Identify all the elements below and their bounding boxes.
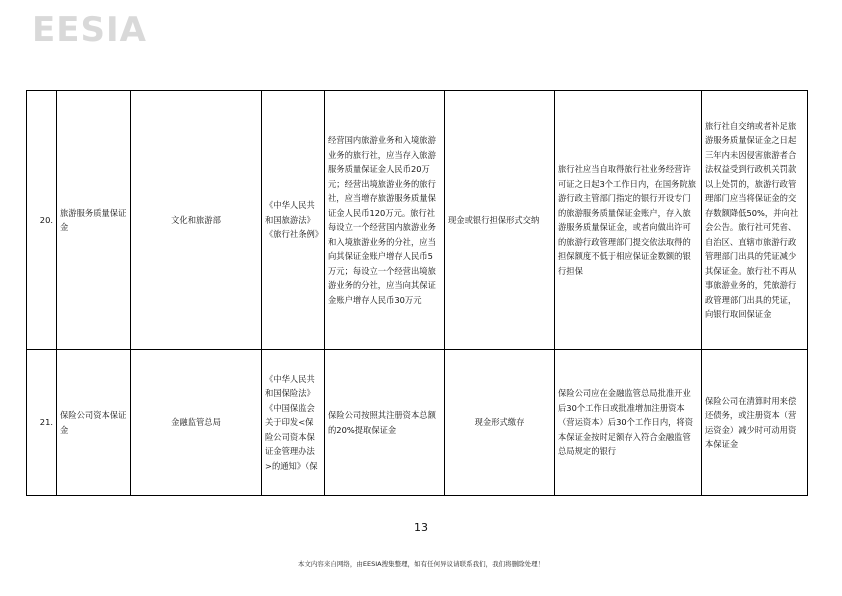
legal-basis: 《中华人民共和国保险法》《中国保监会关于印发<保险公司资本保证金管理办法>的通知》（保 [262,350,325,496]
deposit-standard: 保险公司按照其注册资本总额的20%提取保证金 [325,350,445,496]
return-rule: 旅行社自交纳或者补足旅游服务质量保证金之日起三年内未因侵害旅游者合法权益受到行政机关罚款以上处罚的，旅游行政管理部门应当将保证金的交存数额降低50%，并向社会公告。旅行社可凭省、自治区、直辖市旅游行政管理部门出具的凭证减少其保证金。旅行社不再从事旅游业务的，凭旅游行政管理部门出具的凭证，向银行取回保证金 [702,91,808,350]
payment-form: 现金或银行担保形式交纳 [445,91,555,350]
footer-note: 本文内容来自网络，由EESIA搜集整理，如有任何异议请联系我们，我们将删除处理！ [297,560,545,568]
deposit-name: 旅游服务质量保证金 [57,91,131,350]
department: 金融监管总局 [131,350,262,496]
row-number: 21. [27,350,57,496]
payment-form: 现金形式缴存 [445,350,555,496]
department: 文化和旅游部 [131,91,262,350]
page-number: 13 [414,521,428,534]
row-number: 20. [27,91,57,350]
deposit-table [26,90,808,496]
return-rule: 保险公司在清算时用来偿还债务，或注册资本（营运资金）减少时可动用资本保证金 [702,350,808,496]
deposit-name: 保险公司资本保证金 [57,350,131,496]
table-row [27,350,808,496]
deposit-standard: 经营国内旅游业务和入境旅游业务的旅行社，应当存入旅游服务质量保证金人民币20万元；经营出境旅游业务的旅行社，应当增存旅游服务质量保证金人民币120万元。旅行社每设立一个经营国内旅游业务和入境旅游业务的分社，应当向其保证金账户增存人民币5万元；每设立一个经营出境旅游业务的分社，应当向其保证金账户增存人民币30万元 [325,91,445,350]
payment-time: 保险公司应在金融监管总局批准开业后30个工作日或批准增加注册资本（营运资本）后30个工作日内，将资本保证金按时足额存入符合金融监管总局规定的银行 [555,350,702,496]
table-row [27,91,808,350]
legal-basis: 《中华人民共和国旅游法》《旅行社条例》 [262,91,325,350]
payment-time: 旅行社应当自取得旅行社业务经营许可证之日起3个工作日内，在国务院旅游行政主管部门指定的银行开设专门的旅游服务质量保证金账户，存入旅游服务质量保证金，或者向做出许可的旅游行政管理部门提交依法取得的担保额度不低于相应保证金数额的银行担保 [555,91,702,350]
eesia-logo: EESIA [32,10,147,50]
